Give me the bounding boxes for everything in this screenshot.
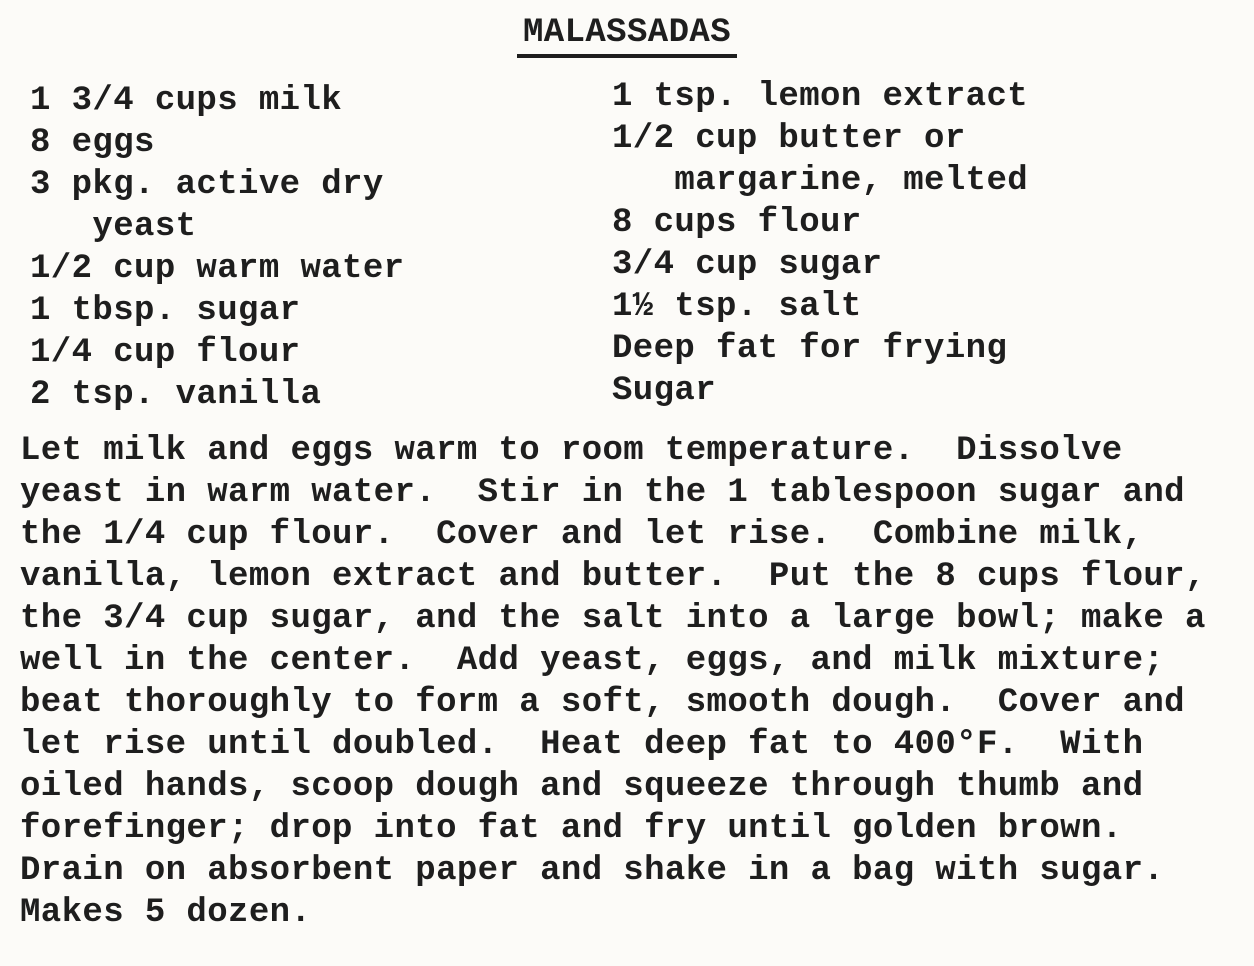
instruction-line: the 1/4 cup flour. Cover and let rise. Combine milk, <box>20 516 1144 554</box>
ingredient-line: 1/2 cup butter or <box>612 120 966 158</box>
ingredient-line: 8 eggs <box>30 124 155 162</box>
ingredient-line: yeast <box>30 208 197 246</box>
ingredient-line: margarine, melted <box>612 162 1029 200</box>
ingredient-line: 8 cups flour <box>612 204 862 242</box>
instruction-line: Makes 5 dozen. <box>20 894 312 932</box>
ingredient-line: Sugar <box>612 372 717 410</box>
instruction-line: vanilla, lemon extract and butter. Put the 8 cups flour, <box>20 558 1206 596</box>
instruction-line: beat thoroughly to form a soft, smooth dough. Cover and <box>20 684 1185 722</box>
instruction-line: the 3/4 cup sugar, and the salt into a large bowl; make a <box>20 600 1206 638</box>
instruction-line: forefinger; drop into fat and fry until golden brown. <box>20 810 1123 848</box>
recipe-title: MALASSADAS <box>517 14 737 58</box>
ingredient-line: Deep fat for frying <box>612 330 1008 368</box>
instruction-line: Let milk and eggs warm to room temperature. Dissolve <box>20 432 1123 470</box>
ingredient-line: 3 pkg. active dry <box>30 166 384 204</box>
ingredient-line: 1½ tsp. salt <box>612 288 862 326</box>
ingredient-line: 1/4 cup flour <box>30 334 301 372</box>
instruction-line: oiled hands, scoop dough and squeeze through thumb and <box>20 768 1144 806</box>
ingredient-line: 1 3/4 cups milk <box>30 82 343 120</box>
ingredient-line: 1/2 cup warm water <box>30 250 405 288</box>
ingredients-left-column <box>30 80 404 416</box>
ingredient-line: 1 tbsp. sugar <box>30 292 301 330</box>
ingredient-line: 3/4 cup sugar <box>612 246 883 284</box>
ingredients-right-column <box>612 76 1028 412</box>
ingredient-line: 1 tsp. lemon extract <box>612 78 1029 116</box>
instruction-line: yeast in warm water. Stir in the 1 tablespoon sugar and <box>20 474 1185 512</box>
instruction-line: Drain on absorbent paper and shake in a bag with sugar. <box>20 852 1165 890</box>
instructions-paragraph <box>20 430 1206 934</box>
instruction-line: let rise until doubled. Heat deep fat to 400°F. With <box>20 726 1144 764</box>
ingredient-line: 2 tsp. vanilla <box>30 376 322 414</box>
recipe-header <box>0 14 1254 58</box>
instruction-line: well in the center. Add yeast, eggs, and milk mixture; <box>20 642 1165 680</box>
